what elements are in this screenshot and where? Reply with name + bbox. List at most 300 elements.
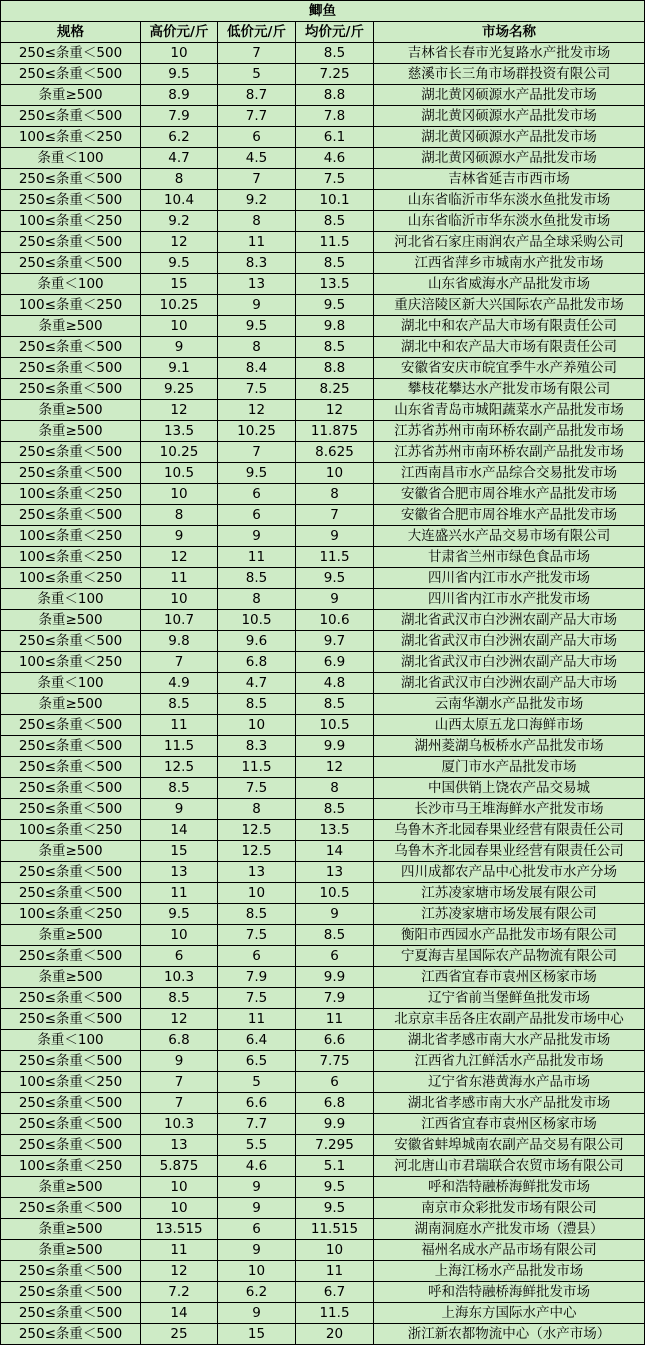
cell-spec: 250≤条重＜500 [1,253,141,274]
cell-market-name: 宁夏海吉星国际农产品物流有限公司 [374,946,645,967]
table-row [1,379,645,400]
cell-spec: 条重＜100 [1,148,141,169]
cell-spec: 250≤条重＜500 [1,1093,141,1114]
cell-market-name: 湖北中和农产品大市场有限责任公司 [374,316,645,337]
cell-market-name: 湖州菱湖乌板桥水产品批发市场 [374,736,645,757]
cell-low-price: 8 [218,589,296,610]
cell-spec: 250≤条重＜500 [1,106,141,127]
cell-avg-price: 9.9 [296,967,374,988]
cell-spec: 条重≥500 [1,925,141,946]
cell-avg-price: 9 [296,904,374,925]
cell-avg-price: 10 [296,463,374,484]
cell-high-price: 11 [141,568,218,589]
cell-low-price: 12.5 [218,820,296,841]
cell-low-price: 8.7 [218,85,296,106]
cell-avg-price: 9.8 [296,316,374,337]
cell-avg-price: 8.625 [296,442,374,463]
cell-high-price: 11 [141,1240,218,1261]
cell-low-price: 10.25 [218,421,296,442]
cell-market-name: 安徽省安庆市皖宜季牛水产养殖公司 [374,358,645,379]
cell-high-price: 9.5 [141,253,218,274]
cell-spec: 100≤条重＜250 [1,547,141,568]
cell-low-price: 6 [218,505,296,526]
table-body [1,43,645,1345]
table-row [1,1156,645,1177]
table-row [1,799,645,820]
cell-low-price: 10 [218,883,296,904]
cell-high-price: 10 [141,43,218,64]
cell-market-name: 江苏凌家塘市场发展有限公司 [374,883,645,904]
cell-low-price: 8 [218,337,296,358]
cell-avg-price: 11.5 [296,1303,374,1324]
header-spec: 规格 [1,22,141,43]
cell-low-price: 6 [218,946,296,967]
cell-market-name: 湖北黄冈硕源水产品批发市场 [374,85,645,106]
table-row [1,946,645,967]
cell-high-price: 9.1 [141,358,218,379]
table-row [1,211,645,232]
cell-high-price: 6.8 [141,1030,218,1051]
cell-spec: 250≤条重＜500 [1,505,141,526]
cell-market-name: 江苏凌家塘市场发展有限公司 [374,904,645,925]
cell-low-price: 5 [218,64,296,85]
cell-spec: 250≤条重＜500 [1,862,141,883]
table-row [1,694,645,715]
table-row [1,1282,645,1303]
cell-avg-price: 6.7 [296,1282,374,1303]
cell-high-price: 9.2 [141,211,218,232]
cell-avg-price: 8 [296,778,374,799]
cell-spec: 250≤条重＜500 [1,1114,141,1135]
cell-low-price: 6 [218,1219,296,1240]
cell-market-name: 湖北省武汉市白沙洲农副产品大市场 [374,673,645,694]
cell-avg-price: 8.5 [296,694,374,715]
table-row [1,862,645,883]
cell-spec: 100≤条重＜250 [1,295,141,316]
table-row [1,1240,645,1261]
cell-market-name: 山东省临沂市华东淡水鱼批发市场 [374,190,645,211]
table-row [1,757,645,778]
table-row [1,484,645,505]
cell-avg-price: 10.6 [296,610,374,631]
cell-high-price: 9 [141,526,218,547]
cell-high-price: 12 [141,232,218,253]
cell-low-price: 9 [218,1303,296,1324]
cell-avg-price: 8.5 [296,799,374,820]
cell-avg-price: 10.5 [296,883,374,904]
cell-spec: 100≤条重＜250 [1,1072,141,1093]
cell-market-name: 上海东方国际水产中心 [374,1303,645,1324]
table-row [1,316,645,337]
table-row [1,631,645,652]
cell-low-price: 9 [218,295,296,316]
cell-high-price: 12 [141,400,218,421]
cell-avg-price: 9.9 [296,1114,374,1135]
cell-spec: 250≤条重＜500 [1,1135,141,1156]
cell-avg-price: 7.25 [296,64,374,85]
cell-high-price: 14 [141,1303,218,1324]
cell-low-price: 7.5 [218,778,296,799]
cell-market-name: 湖北省武汉市白沙洲农副产品大市场 [374,631,645,652]
cell-spec: 250≤条重＜500 [1,169,141,190]
cell-low-price: 10.5 [218,610,296,631]
table-row [1,673,645,694]
cell-avg-price: 11.515 [296,1219,374,1240]
cell-high-price: 11 [141,883,218,904]
cell-high-price: 12.5 [141,757,218,778]
cell-spec: 250≤条重＜500 [1,337,141,358]
cell-market-name: 安徽省合肥市周谷堆水产品批发市场 [374,484,645,505]
table-row [1,358,645,379]
cell-high-price: 12 [141,547,218,568]
table-row [1,148,645,169]
cell-spec: 条重≥500 [1,400,141,421]
cell-low-price: 11 [218,1009,296,1030]
cell-spec: 250≤条重＜500 [1,379,141,400]
cell-market-name: 福州名成水产品市场有限公司 [374,1240,645,1261]
cell-market-name: 呼和浩特融桥海鲜批发市场 [374,1177,645,1198]
header-low-price: 低价元/斤 [218,22,296,43]
cell-spec: 250≤条重＜500 [1,64,141,85]
cell-market-name: 吉林省延吉市西市场 [374,169,645,190]
cell-low-price: 7.7 [218,1114,296,1135]
cell-low-price: 11.5 [218,757,296,778]
cell-spec: 250≤条重＜500 [1,1009,141,1030]
table-row [1,85,645,106]
cell-spec: 250≤条重＜500 [1,232,141,253]
cell-avg-price: 8.5 [296,925,374,946]
table-row [1,442,645,463]
table-row [1,421,645,442]
table-row [1,1051,645,1072]
cell-spec: 250≤条重＜500 [1,1303,141,1324]
cell-low-price: 6.2 [218,1282,296,1303]
cell-spec: 250≤条重＜500 [1,988,141,1009]
cell-spec: 条重＜100 [1,274,141,295]
cell-avg-price: 8.8 [296,358,374,379]
table-row [1,967,645,988]
cell-high-price: 7 [141,1093,218,1114]
cell-low-price: 9.5 [218,463,296,484]
cell-low-price: 13 [218,862,296,883]
cell-market-name: 四川省内江市水产批发市场 [374,568,645,589]
cell-avg-price: 8 [296,484,374,505]
table-row [1,778,645,799]
cell-high-price: 13 [141,1135,218,1156]
cell-high-price: 10.5 [141,463,218,484]
cell-low-price: 6.6 [218,1093,296,1114]
cell-spec: 250≤条重＜500 [1,1261,141,1282]
cell-avg-price: 6.1 [296,127,374,148]
table-row [1,715,645,736]
cell-low-price: 9 [218,1240,296,1261]
cell-low-price: 5 [218,1072,296,1093]
table-row [1,127,645,148]
cell-market-name: 辽宁省东港黄海水产品市场 [374,1072,645,1093]
cell-spec: 条重≥500 [1,316,141,337]
cell-spec: 250≤条重＜500 [1,715,141,736]
table-row [1,736,645,757]
cell-market-name: 山东省青岛市城阳蔬菜水产品批发市场 [374,400,645,421]
cell-avg-price: 6.8 [296,1093,374,1114]
table-row [1,1324,645,1345]
cell-spec: 条重＜100 [1,589,141,610]
cell-high-price: 6.2 [141,127,218,148]
cell-high-price: 5.875 [141,1156,218,1177]
cell-market-name: 湖北省孝感市南大水产品批发市场 [374,1093,645,1114]
cell-high-price: 10 [141,1177,218,1198]
table-row [1,988,645,1009]
cell-market-name: 江西南昌市水产品综合交易批发市场 [374,463,645,484]
cell-market-name: 吉林省长春市光复路水产批发市场 [374,43,645,64]
cell-spec: 250≤条重＜500 [1,799,141,820]
table-row [1,1303,645,1324]
table-row [1,274,645,295]
cell-market-name: 上海江杨水产品批发市场 [374,1261,645,1282]
cell-avg-price: 9.5 [296,568,374,589]
cell-high-price: 14 [141,820,218,841]
cell-low-price: 5.5 [218,1135,296,1156]
cell-low-price: 8.3 [218,736,296,757]
cell-avg-price: 9.5 [296,1177,374,1198]
cell-spec: 条重≥500 [1,610,141,631]
cell-avg-price: 6.9 [296,652,374,673]
cell-avg-price: 13.5 [296,820,374,841]
cell-low-price: 8 [218,211,296,232]
header-high-price: 高价元/斤 [141,22,218,43]
cell-high-price: 9.5 [141,64,218,85]
cell-avg-price: 12 [296,757,374,778]
cell-market-name: 江西省宜春市袁州区杨家市场 [374,967,645,988]
cell-market-name: 河北省石家庄雨润农产品全球采购公司 [374,232,645,253]
cell-low-price: 8 [218,799,296,820]
table-row [1,1072,645,1093]
header-row [1,22,645,43]
cell-low-price: 11 [218,232,296,253]
cell-low-price: 8.5 [218,694,296,715]
cell-market-name: 湖北中和农产品大市场有限责任公司 [374,337,645,358]
cell-spec: 250≤条重＜500 [1,778,141,799]
cell-avg-price: 14 [296,841,374,862]
cell-market-name: 中国供销上饶农产品交易城 [374,778,645,799]
cell-spec: 250≤条重＜500 [1,1198,141,1219]
table-row [1,1219,645,1240]
cell-market-name: 重庆涪陵区新大兴国际农产品批发市场 [374,295,645,316]
cell-market-name: 慈溪市长三角市场群投资有限公司 [374,64,645,85]
cell-avg-price: 8.8 [296,85,374,106]
table-row [1,547,645,568]
cell-market-name: 乌鲁木齐北园春果业经营有限责任公司 [374,841,645,862]
cell-avg-price: 13.5 [296,274,374,295]
cell-market-name: 安徽省蚌埠城南农副产品交易有限公司 [374,1135,645,1156]
cell-high-price: 9.8 [141,631,218,652]
cell-low-price: 6.8 [218,652,296,673]
table-row [1,841,645,862]
cell-high-price: 4.9 [141,673,218,694]
cell-high-price: 13.515 [141,1219,218,1240]
cell-market-name: 大连盛兴水产品交易市场有限公司 [374,526,645,547]
cell-low-price: 6 [218,484,296,505]
cell-avg-price: 13 [296,862,374,883]
table-title: 鲫鱼 [1,1,645,22]
cell-market-name: 四川成都农产品中心批发市水产分场 [374,862,645,883]
cell-avg-price: 12 [296,400,374,421]
cell-spec: 条重≥500 [1,1240,141,1261]
cell-high-price: 10 [141,316,218,337]
cell-high-price: 15 [141,841,218,862]
cell-avg-price: 8.5 [296,211,374,232]
cell-spec: 条重＜100 [1,1030,141,1051]
cell-spec: 100≤条重＜250 [1,820,141,841]
cell-low-price: 7.5 [218,925,296,946]
cell-low-price: 7.5 [218,988,296,1009]
cell-avg-price: 8.5 [296,337,374,358]
cell-market-name: 山西太原五龙口海鲜市场 [374,715,645,736]
cell-high-price: 10.7 [141,610,218,631]
cell-avg-price: 4.8 [296,673,374,694]
cell-spec: 条重＜100 [1,673,141,694]
cell-spec: 250≤条重＜500 [1,1051,141,1072]
cell-spec: 250≤条重＜500 [1,757,141,778]
cell-low-price: 12 [218,400,296,421]
cell-avg-price: 11.875 [296,421,374,442]
cell-high-price: 7.2 [141,1282,218,1303]
cell-low-price: 4.7 [218,673,296,694]
cell-market-name: 山东省威海水产品批发市场 [374,274,645,295]
cell-high-price: 8.5 [141,778,218,799]
cell-avg-price: 9.9 [296,736,374,757]
table-row [1,1009,645,1030]
cell-spec: 条重≥500 [1,967,141,988]
cell-low-price: 4.6 [218,1156,296,1177]
cell-low-price: 7.5 [218,379,296,400]
cell-market-name: 衡阳市西园水产品批发市场有限公司 [374,925,645,946]
table-row [1,1198,645,1219]
cell-spec: 100≤条重＜250 [1,568,141,589]
cell-low-price: 8.4 [218,358,296,379]
cell-avg-price: 7.75 [296,1051,374,1072]
table-row [1,463,645,484]
cell-high-price: 10.4 [141,190,218,211]
cell-high-price: 9 [141,799,218,820]
cell-high-price: 10 [141,484,218,505]
cell-avg-price: 11.5 [296,232,374,253]
cell-high-price: 8 [141,169,218,190]
cell-market-name: 湖北黄冈硕源水产品批发市场 [374,106,645,127]
cell-high-price: 10.25 [141,295,218,316]
cell-market-name: 湖北黄冈硕源水产品批发市场 [374,127,645,148]
title-row [1,1,645,22]
cell-market-name: 厦门市水产品批发市场 [374,757,645,778]
table-row [1,925,645,946]
table-row [1,610,645,631]
cell-market-name: 湖南洞庭水产批发市场（澧县） [374,1219,645,1240]
cell-low-price: 11 [218,547,296,568]
cell-low-price: 6.4 [218,1030,296,1051]
cell-avg-price: 9 [296,589,374,610]
cell-market-name: 江西省九江鲜活水产品批发市场 [374,1051,645,1072]
cell-market-name: 呼和浩特融桥海鲜批发市场 [374,1282,645,1303]
cell-low-price: 12.5 [218,841,296,862]
cell-avg-price: 6 [296,946,374,967]
cell-low-price: 10 [218,715,296,736]
cell-low-price: 8.3 [218,253,296,274]
table-row [1,1135,645,1156]
cell-avg-price: 8.5 [296,43,374,64]
cell-low-price: 8.5 [218,568,296,589]
cell-spec: 条重≥500 [1,1219,141,1240]
cell-high-price: 7.9 [141,106,218,127]
header-market-name: 市场名称 [374,22,645,43]
table-row [1,589,645,610]
cell-market-name: 江西省宜春市袁州区杨家市场 [374,1114,645,1135]
cell-market-name: 甘肃省兰州市绿色食品市场 [374,547,645,568]
cell-avg-price: 11.5 [296,547,374,568]
cell-spec: 250≤条重＜500 [1,736,141,757]
cell-high-price: 8.9 [141,85,218,106]
cell-avg-price: 7.5 [296,169,374,190]
cell-avg-price: 9.7 [296,631,374,652]
cell-high-price: 9 [141,1051,218,1072]
cell-spec: 100≤条重＜250 [1,526,141,547]
cell-high-price: 13.5 [141,421,218,442]
cell-high-price: 7 [141,1072,218,1093]
cell-spec: 100≤条重＜250 [1,211,141,232]
cell-market-name: 湖北省武汉市白沙洲农副产品大市场 [374,610,645,631]
cell-market-name: 云南华潮水产品批发市场 [374,694,645,715]
cell-high-price: 8.5 [141,694,218,715]
table-row [1,1093,645,1114]
cell-high-price: 10 [141,925,218,946]
cell-spec: 250≤条重＜500 [1,946,141,967]
table-row [1,253,645,274]
cell-market-name: 安徽省合肥市周谷堆水产品批发市场 [374,505,645,526]
table-row [1,1261,645,1282]
cell-avg-price: 10 [296,1240,374,1261]
table-row [1,652,645,673]
cell-spec: 100≤条重＜250 [1,1156,141,1177]
cell-high-price: 15 [141,274,218,295]
cell-low-price: 7 [218,442,296,463]
cell-avg-price: 8.5 [296,253,374,274]
cell-avg-price: 4.6 [296,148,374,169]
cell-low-price: 8.5 [218,904,296,925]
table-row [1,64,645,85]
cell-low-price: 15 [218,1324,296,1345]
cell-spec: 250≤条重＜500 [1,463,141,484]
cell-avg-price: 6 [296,1072,374,1093]
cell-market-name: 乌鲁木齐北园春果业经营有限责任公司 [374,820,645,841]
cell-spec: 250≤条重＜500 [1,43,141,64]
cell-market-name: 四川省内江市水产批发市场 [374,589,645,610]
cell-high-price: 11.5 [141,736,218,757]
cell-high-price: 4.7 [141,148,218,169]
cell-high-price: 10.3 [141,1114,218,1135]
cell-high-price: 7 [141,652,218,673]
table-row [1,400,645,421]
cell-low-price: 9.5 [218,316,296,337]
cell-spec: 100≤条重＜250 [1,484,141,505]
cell-high-price: 9.5 [141,904,218,925]
cell-avg-price: 9 [296,526,374,547]
table-row [1,568,645,589]
cell-avg-price: 6.6 [296,1030,374,1051]
cell-low-price: 9 [218,1177,296,1198]
table-row [1,505,645,526]
cell-market-name: 河北唐山市君瑞联合农贸市场有限公司 [374,1156,645,1177]
cell-spec: 250≤条重＜500 [1,1324,141,1345]
cell-market-name: 湖北黄冈硕源水产品批发市场 [374,148,645,169]
